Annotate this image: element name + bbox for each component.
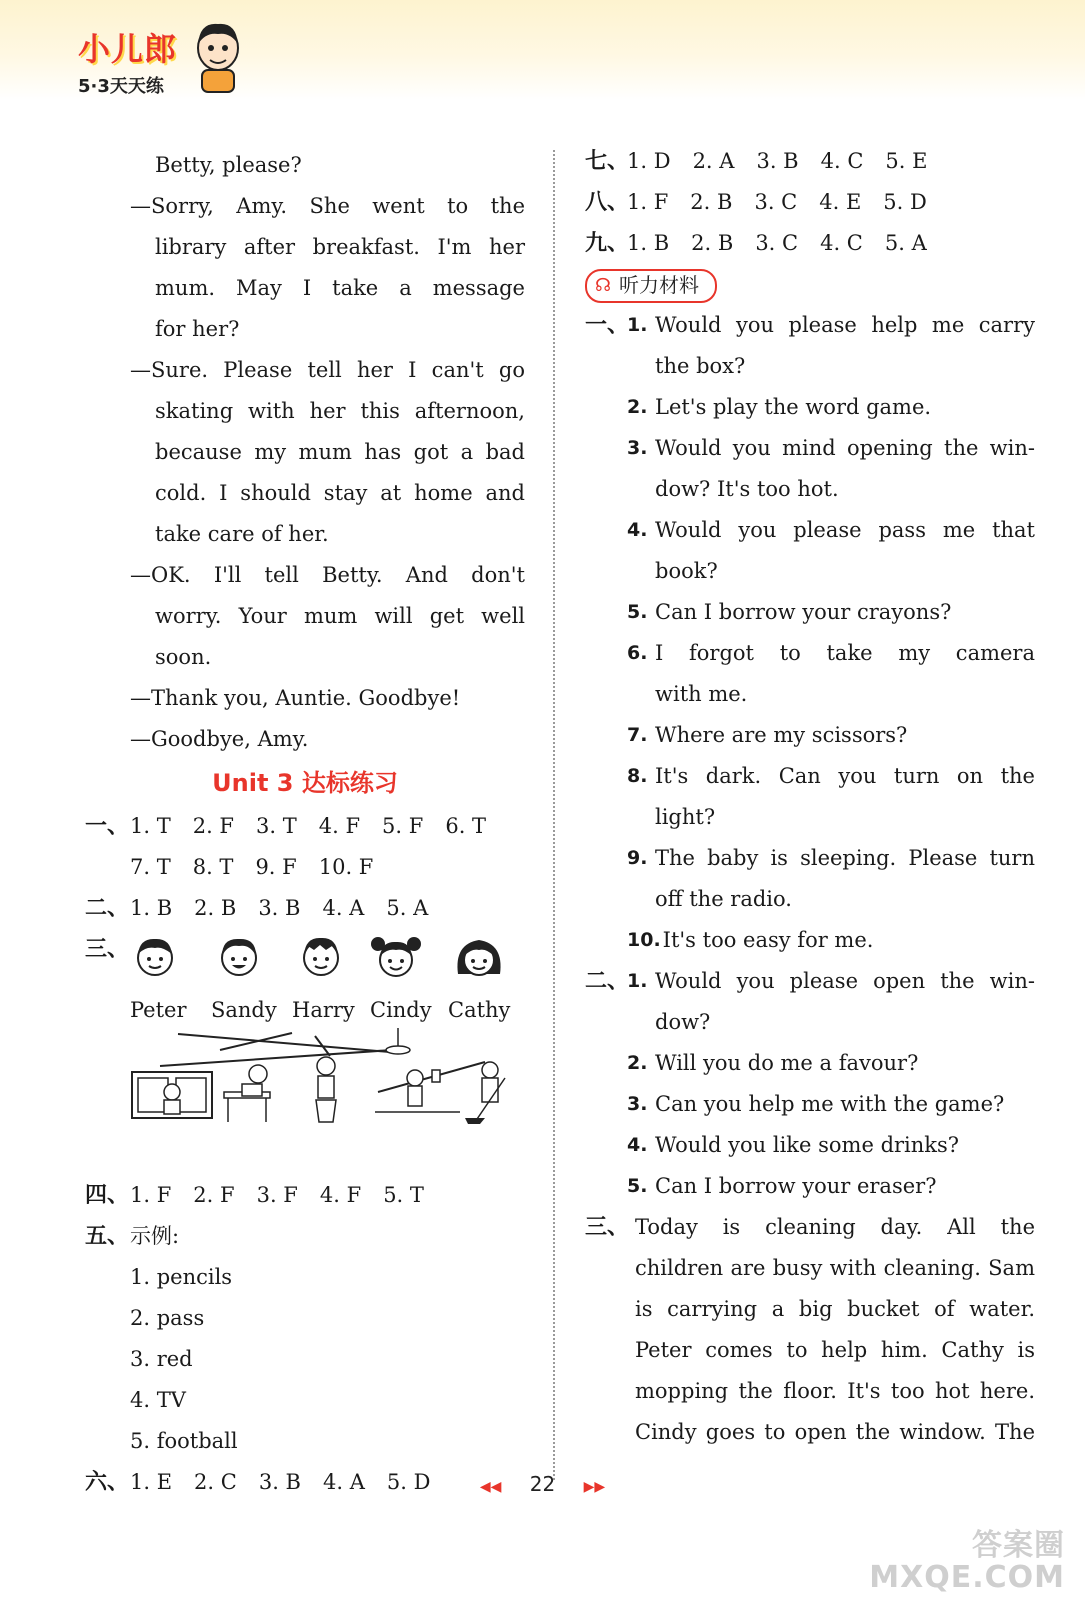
answer-item: 9. F: [255, 855, 297, 879]
listening-line: [585, 346, 1035, 387]
section-label: 五、: [85, 1224, 130, 1249]
page-footer: [0, 1472, 1085, 1496]
section-1-row-1: [85, 806, 525, 847]
sentence-text: Can I borrow your eraser?: [655, 1174, 937, 1198]
dialogue-line: —Sure. Please tell her I can't go: [130, 358, 525, 382]
section-label: 二、: [585, 969, 630, 994]
section-label: 一、: [85, 814, 130, 839]
listening-section-3: [585, 1207, 1035, 1453]
answer-item: 2. B: [194, 896, 237, 920]
listening-line: [585, 756, 1035, 797]
answer-item: 1. B: [627, 231, 670, 255]
sentence-text: It's dark. Can you turn on the: [655, 764, 1035, 788]
section-label: 八、: [585, 190, 630, 215]
listening-line: [585, 1043, 1035, 1084]
dialogue-line: —Goodbye, Amy.: [130, 727, 309, 751]
sentence-text: with me.: [655, 682, 748, 706]
prev-arrows-icon: ◀◀: [479, 1479, 502, 1495]
item-number: 5.: [627, 1175, 648, 1197]
next-arrows-icon: ▶▶: [583, 1479, 606, 1495]
example-answer: 2. pass: [130, 1306, 205, 1330]
listening-line: [585, 1084, 1035, 1125]
window-picture: [132, 1072, 212, 1118]
example-answer: 1. pencils: [130, 1265, 233, 1289]
answer-item: 1. F: [130, 1183, 172, 1207]
listening-line: [585, 469, 1035, 510]
item-number: 1.: [627, 970, 648, 992]
answer-item: 5. D: [386, 1470, 431, 1494]
section-label: 四、: [85, 1183, 130, 1208]
section-label: 三、: [85, 937, 130, 962]
name-sandy: Sandy: [211, 998, 277, 1022]
sentence-text: It's too easy for me.: [662, 928, 874, 952]
dialogue-line: library after breakfast. I'm her: [155, 235, 525, 259]
sentence-text: Can I borrow your crayons?: [655, 600, 952, 624]
example-answer: 5. football: [130, 1429, 238, 1453]
answer-item: 3. C: [754, 190, 798, 214]
listening-line: [585, 428, 1035, 469]
name-cathy: Cathy: [448, 998, 511, 1022]
listening-line: [585, 1125, 1035, 1166]
fan-switch-picture: [375, 1028, 460, 1112]
answer-item: 2. F: [192, 814, 235, 838]
dialogue-line: soon.: [155, 645, 212, 669]
answer-item: 3. F: [256, 1183, 298, 1207]
section-label: 二、: [85, 896, 130, 921]
page-number: 22: [529, 1472, 556, 1496]
sentence-text: Would you please help me carry: [655, 313, 1035, 337]
dialogue-line: cold. I should stay at home and: [155, 481, 525, 505]
answer-item: 2. C: [194, 1470, 237, 1494]
listening-line: [585, 920, 1035, 961]
listening-line: [585, 879, 1035, 920]
sentence-text: Can you help me with the game?: [655, 1092, 1005, 1116]
column-divider: [553, 150, 555, 1480]
section-label: 九、: [585, 231, 630, 256]
listening-line: [585, 838, 1035, 879]
headphones-icon: ☊: [595, 275, 611, 296]
item-number: 8.: [627, 765, 648, 787]
match-line: [160, 1050, 392, 1066]
section-5-header: [85, 1216, 525, 1257]
section-8-row: [585, 182, 1035, 223]
dialogue-line: for her?: [155, 317, 240, 341]
item-number: 2.: [627, 396, 648, 418]
answer-item: 2. B: [691, 231, 734, 255]
section-label: 一、: [585, 313, 630, 338]
item-number: 7.: [627, 724, 648, 746]
answer-item: 2. F: [193, 1183, 235, 1207]
dialogue-line: —OK. I'll tell Betty. And don't: [130, 563, 525, 587]
answer-item: 4. F: [318, 814, 361, 838]
sentence-text: the box?: [655, 354, 746, 378]
listening-header: [585, 264, 1035, 305]
answer-item: 10. F: [318, 855, 374, 879]
paragraph-text: Peter comes to help him. Cathy is: [635, 1338, 1035, 1362]
sentence-text: Where are my scissors?: [655, 723, 908, 747]
right-column: [585, 141, 1035, 1453]
answer-item: 8. T: [192, 855, 234, 879]
paragraph-text: is carrying a big bucket of water.: [635, 1297, 1035, 1321]
paragraph-text: Today is cleaning day. All the: [635, 1215, 1035, 1239]
answer-item: 3. C: [755, 231, 799, 255]
answer-item: 5. T: [383, 1183, 424, 1207]
name-cindy: Cindy: [370, 998, 432, 1022]
item-number: 3.: [627, 437, 648, 459]
desk-picture: [224, 1065, 270, 1122]
section-4-row: [85, 1175, 525, 1216]
paragraph-text: Cindy goes to open the window. The: [635, 1420, 1035, 1444]
name-peter: Peter: [130, 998, 187, 1022]
listening-line: [585, 633, 1035, 674]
sentence-text: book?: [655, 559, 718, 583]
item-number: 9.: [627, 847, 648, 869]
example-answer: 3. red: [130, 1347, 193, 1371]
answer-item: 4. A: [322, 896, 365, 920]
face-peter-icon: [132, 934, 178, 978]
answer-item: 5. A: [884, 231, 927, 255]
paragraph-text: mopping the floor. It's too hot here.: [635, 1379, 1035, 1403]
dialogue-line: —Thank you, Auntie. Goodbye!: [130, 686, 461, 710]
dialogue-line: —Sorry, Amy. She went to the: [130, 194, 525, 218]
dialogue-line: skating with her this afternoon,: [155, 399, 525, 423]
answer-item: 3. B: [756, 149, 799, 173]
item-number: 3.: [627, 1093, 648, 1115]
listening-line: [585, 1002, 1035, 1043]
listening-line: [585, 715, 1035, 756]
item-number: 10.: [627, 929, 661, 951]
listening-line: [585, 961, 1035, 1002]
section-label: 三、: [585, 1215, 630, 1240]
face-harry-icon: [298, 934, 344, 978]
example-label: 示例:: [130, 1224, 180, 1248]
listening-line: [585, 674, 1035, 715]
dialogue-line: worry. Your mum will get well: [155, 604, 525, 628]
answer-item: 5. E: [885, 149, 928, 173]
paragraph-line: [585, 1207, 1035, 1248]
face-cathy-icon: [452, 934, 506, 982]
brand-name: 小儿郎: [78, 30, 178, 68]
item-number: 4.: [627, 1134, 648, 1156]
answer-item: 2. A: [692, 149, 735, 173]
sentence-text: dow?: [655, 1010, 711, 1034]
sentence-text: I forgot to take my camera: [655, 641, 1035, 665]
left-column: [85, 145, 525, 1503]
section-5-items: [85, 1257, 525, 1462]
face-cindy-icon: [368, 934, 424, 980]
dialogue-line: take care of her.: [155, 522, 329, 546]
answer-item: 4. F: [319, 1183, 362, 1207]
paragraph-line: [585, 1412, 1035, 1453]
sentence-text: light?: [655, 805, 716, 829]
answer-item: 5. F: [382, 814, 424, 838]
sentence-text: Would you please open the win-: [655, 969, 1035, 993]
answer-item: 3. T: [256, 814, 297, 838]
dialogue-line: mum. May I take a message: [155, 276, 525, 300]
answer-item: 2. B: [690, 190, 733, 214]
answer-item: 3. B: [258, 1470, 301, 1494]
match-line: [220, 1033, 292, 1050]
listening-line: [585, 387, 1035, 428]
answer-item: 1. B: [130, 896, 173, 920]
sentence-text: Would you like some drinks?: [655, 1133, 960, 1157]
example-answer: 4. TV: [130, 1388, 186, 1412]
name-harry: Harry: [292, 998, 355, 1022]
answer-item: 1. F: [627, 190, 669, 214]
listening-line: [585, 592, 1035, 633]
dialogue-block: [85, 145, 525, 760]
section-label: 七、: [585, 149, 630, 174]
mascot-icon: [190, 18, 246, 94]
sentence-text: Would you mind opening the win-: [655, 436, 1035, 460]
section-label: 六、: [85, 1470, 130, 1495]
answer-item: 4. C: [820, 149, 864, 173]
listening-line: [585, 510, 1035, 551]
answer-item: 1. T: [130, 814, 171, 838]
face-sandy-icon: [216, 934, 262, 980]
answer-item: 1. D: [627, 149, 671, 173]
paragraph-line: [585, 1371, 1035, 1412]
answer-item: 4. C: [820, 231, 863, 255]
match-line: [178, 1034, 390, 1052]
item-number: 5.: [627, 601, 648, 623]
section-2-row: [85, 888, 525, 929]
bucket-picture: [316, 1057, 336, 1122]
watermark-line-2: MXQE.COM: [869, 1560, 1065, 1595]
paragraph-text: children are busy with cleaning. Sam: [635, 1256, 1035, 1280]
watermark-line-1: 答案圈: [972, 1528, 1065, 1563]
answer-item: 4. E: [819, 190, 862, 214]
item-number: 6.: [627, 642, 648, 664]
sentence-text: off the radio.: [655, 887, 792, 911]
listening-title-tag: [585, 269, 717, 303]
paragraph-line: [585, 1330, 1035, 1371]
answer-item: 4. A: [322, 1470, 365, 1494]
item-number: 2.: [627, 1052, 648, 1074]
dialogue-line: Betty, please?: [155, 153, 302, 177]
listening-line: [585, 305, 1035, 346]
listening-line: [585, 1166, 1035, 1207]
brand-logo: [78, 24, 177, 98]
listening-section-2: [585, 961, 1035, 1207]
paragraph-line: [585, 1248, 1035, 1289]
paragraph-line: [585, 1289, 1035, 1330]
matching-pictures: [130, 1028, 520, 1128]
listening-section-1: [585, 305, 1035, 961]
item-number: 4.: [627, 519, 648, 541]
mop-picture: [465, 1062, 505, 1124]
item-number: 1.: [627, 314, 648, 336]
sentence-text: Would you please pass me that: [655, 518, 1035, 542]
unit-title: Unit 3 达标练习: [212, 769, 398, 797]
answer-item: 5. D: [883, 190, 927, 214]
section-7-row: [585, 141, 1035, 182]
answer-item: 6. T: [445, 814, 487, 838]
watermark: [869, 1530, 1065, 1594]
sentence-text: The baby is sleeping. Please turn: [655, 846, 1035, 870]
sentence-text: Will you do me a favour?: [655, 1051, 919, 1075]
dialogue-line: because my mum has got a bad: [155, 440, 525, 464]
listening-line: [585, 551, 1035, 592]
answer-item: 5. A: [386, 896, 429, 920]
sentence-text: dow? It's too hot.: [655, 477, 839, 501]
brand-subtitle: 5·3天天练: [78, 76, 164, 97]
answer-item: 3. B: [258, 896, 301, 920]
section-9-row: [585, 223, 1035, 264]
sentence-text: Let's play the word game.: [655, 395, 932, 419]
answer-item: 7. T: [130, 855, 171, 879]
answer-item: 1. E: [130, 1470, 173, 1494]
listening-line: [585, 797, 1035, 838]
listening-title: 听力材料: [619, 273, 699, 297]
section-1-row-2: [85, 847, 525, 888]
